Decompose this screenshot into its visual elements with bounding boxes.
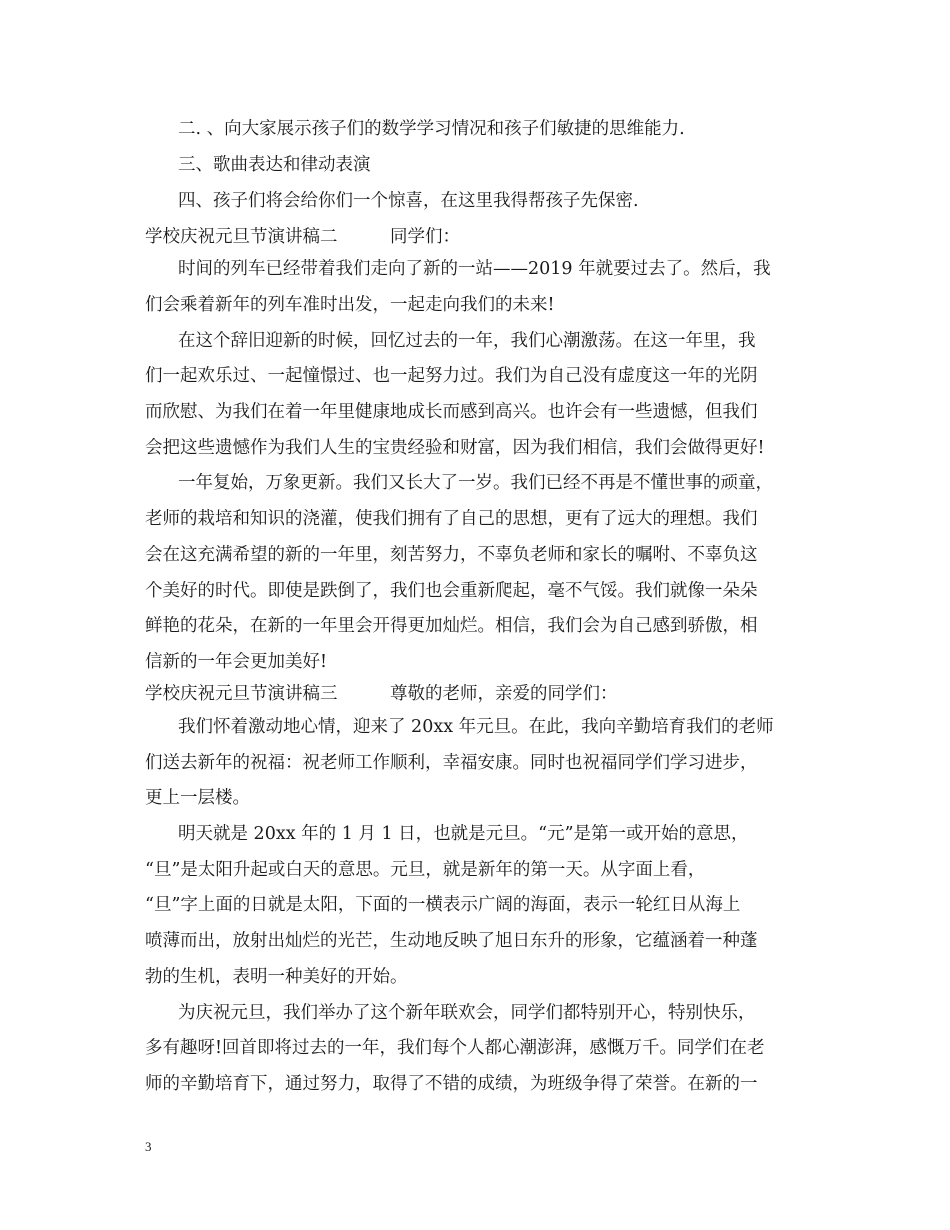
- text-line: 为庆祝元旦，我们举办了这个新年联欢会，同学们都特别开心，特别快乐，: [178, 1003, 756, 1023]
- text-line: 多有趣呀!回首即将过去的一年，我们每个人都心潮澎湃，感慨万千。同学们在老: [145, 1038, 765, 1058]
- text-line: 时间的列车已经带着我们走向了新的一站——2019 年就要过去了。然后，我: [178, 259, 771, 279]
- text-line: 在这个辞旧迎新的时候，回忆过去的一年，我们心潮激荡。在这一年里，我: [178, 331, 756, 351]
- text-line: 们送去新年的祝福：祝老师工作顺利，幸福安康。同时也祝福同学们学习进步，: [145, 753, 758, 773]
- text-line: 会把这些遗憾作为我们人生的宝贵经验和财富，因为我们相信，我们会做得更好!: [145, 438, 765, 458]
- text-line: 鲜艳的花朵，在新的一年里会开得更加灿烂。相信，我们会为自己感到骄傲，相: [145, 616, 758, 636]
- text-line: 师的辛勤培育下，通过努力，取得了不错的成绩，为班级争得了荣誉。在新的一: [145, 1074, 758, 1094]
- text-line: 明天就是 20xx 年的 1 月 1 日，也就是元旦。“元”是第一或开始的意思，: [178, 824, 749, 844]
- text-line: 勃的生机，表明一种美好的开始。: [145, 967, 408, 987]
- text-line: “旦”是太阳升起或白天的意思。元旦，就是新年的第一天。从字面上看，: [145, 860, 706, 880]
- text-line: 更上一层楼。: [145, 788, 250, 808]
- text-line: 四、孩子们将会给你们一个惊喜，在这里我得帮孩子先保密.: [178, 191, 639, 211]
- text-line: 三、歌曲表达和律动表演: [178, 155, 371, 175]
- text-line: 而欣慰、为我们在着一年里健康地成长而感到高兴。也许会有一些遗憾，但我们: [145, 402, 758, 422]
- text-line: 们会乘着新年的列车准时出发，一起走向我们的未来!: [145, 295, 555, 315]
- text-line: 喷薄而出，放射出灿烂的光芒，生动地反映了旭日东升的形象，它蕴涵着一种蓬: [145, 931, 758, 951]
- text-line: 老师的栽培和知识的浇灌，使我们拥有了自己的思想，更有了远大的理想。我们: [145, 509, 758, 529]
- text-line: 我们怀着激动地心情，迎来了 20xx 年元旦。在此，我向辛勤培育我们的老师: [178, 717, 774, 737]
- section-heading: 学校庆祝元旦节演讲稿三 尊敬的老师，亲爱的同学们：: [145, 684, 618, 704]
- text-line: 一年复始，万象更新。我们又长大了一岁。我们已经不再是不懂世事的顽童，: [178, 473, 773, 493]
- text-line: 们一起欢乐过、一起憧憬过、也一起努力过。我们为自己没有虚度这一年的光阴: [145, 366, 758, 386]
- text-line: 信新的一年会更加美好!: [145, 652, 328, 672]
- text-line: “旦”字上面的日就是太阳，下面的一横表示广阔的海面，表示一轮红日从海上: [145, 895, 741, 915]
- text-line: 二. 、向大家展示孩子们的数学学习情况和孩子们敏捷的思维能力.: [178, 119, 685, 139]
- text-line: 个美好的时代。即使是跌倒了，我们也会重新爬起，毫不气馁。我们就像一朵朵: [145, 581, 758, 601]
- text-line: 会在这充满希望的新的一年里，刻苦努力，不辜负老师和家长的嘱咐、不辜负这: [145, 545, 758, 565]
- section-heading: 学校庆祝元旦节演讲稿二 同学们：: [145, 227, 460, 247]
- page-number: 3: [145, 1139, 152, 1154]
